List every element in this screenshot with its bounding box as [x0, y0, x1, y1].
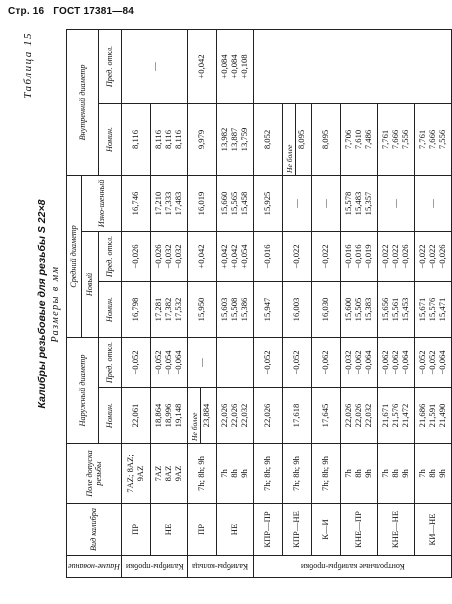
cell-worn: 15,660 15,565 15,458: [217, 175, 254, 231]
cell-outer-nominal: 22,061: [122, 388, 151, 444]
table-row: [283, 29, 312, 577]
table-label: Таблица 15: [22, 32, 34, 99]
cell-worn: 15,578 15,483 15,357: [341, 175, 378, 231]
group-cell-control: Контрольные калибры-пробки: [254, 556, 452, 578]
cell-outer-limit: −0,052: [254, 338, 283, 388]
header-inner-diameter: Внутренний диаметр: [67, 29, 99, 175]
table-row: [151, 29, 188, 577]
header-middle-limit: Пред. откл.: [99, 232, 122, 282]
cell-outer-nominal: Не более 23,884: [188, 388, 217, 444]
cell-inner-nominal: 7,761 7,666 7,556: [378, 103, 415, 175]
cell-middle-nominal: 16,003: [283, 282, 312, 338]
cell-worn: 15,925: [254, 175, 283, 231]
cell-outer-limit: −0,052 −0,054 −0,064: [151, 338, 188, 388]
cell-worn: 16,746: [122, 175, 151, 231]
cell-middle-nominal: 15,656 15,561 15,453: [378, 282, 415, 338]
cell-inner-nominal: 13,982 13,887 13,759: [217, 103, 254, 175]
header-new: Новый: [82, 232, 99, 338]
table-subtitle: Размеры в мм: [50, 265, 61, 343]
table-title: Калибры резьбовые для резьбы S 22×8: [36, 199, 48, 409]
note-not-more: Не более: [191, 388, 201, 443]
cell-middle-limit: −0,022 −0,022 −0,026: [415, 232, 452, 282]
page-number: Стр. 16: [8, 6, 45, 17]
cell-middle-nominal: 15,603 15,508 15,386: [217, 282, 254, 338]
cell-kind: КНЕ—НЕ: [378, 504, 415, 556]
cell-inner-nominal: 7,761 7,666 7,556: [415, 103, 452, 175]
cell-tolerance: 7AZ 8AZ 9AZ: [151, 444, 188, 504]
cell-tolerance: 7h; 8h; 9h: [254, 444, 283, 504]
cell-outer-nominal: 22,026 22,026 22,032: [341, 388, 378, 444]
cell-kind: КИ—НЕ: [415, 504, 452, 556]
cell-outer-limit: −0,052: [122, 338, 151, 388]
cell-middle-limit: −0,026: [122, 232, 151, 282]
table-row: [188, 29, 217, 577]
cell-worn: —: [378, 175, 415, 231]
standard-number: ГОСТ 17381—84: [53, 6, 135, 17]
cell-tolerance: 7h; 8h; 9h: [312, 444, 341, 504]
cell-worn: —: [283, 175, 312, 231]
header-worn: Изно-шенный: [82, 175, 122, 231]
cell-inner-limit: +0,042: [188, 29, 217, 103]
cell-middle-nominal: 17,281 17,382 17,532: [151, 282, 188, 338]
cell-kind: КПР—НЕ: [283, 504, 312, 556]
cell-middle-nominal: 16,798: [122, 282, 151, 338]
cell-inner-limit: —: [122, 29, 188, 103]
cell-tolerance: 7h 8h 9h: [378, 444, 415, 504]
cell-middle-limit: −0,022: [283, 232, 312, 282]
header-group: Наиме-нование: [67, 556, 122, 578]
cell-tolerance: 7h; 8h; 9h: [188, 444, 217, 504]
cell-inner-nominal: 8,052: [254, 103, 283, 175]
header-outer-limit: Пред. откл.: [99, 338, 122, 388]
cell-tolerance: 7h 8h 9h: [217, 444, 254, 504]
cell-outer-limit: −0,052: [283, 338, 312, 388]
cell-outer-nominal: 22,026: [254, 388, 283, 444]
cell-kind: КПР—ПР: [254, 504, 283, 556]
cell-inner-nominal: Не более 8,095: [283, 103, 312, 175]
header-middle-nominal: Номин.: [99, 282, 122, 338]
cell-tolerance: 7h 8h 9h: [341, 444, 378, 504]
cell-outer-nominal: 21,686 21,591 21,490: [415, 388, 452, 444]
group-cell-rings: Калибры-кольца: [188, 556, 254, 578]
cell-middle-limit: −0,016: [254, 232, 283, 282]
header-kind: Вид калибра: [67, 504, 122, 556]
header-outer-nominal: Номин.: [99, 388, 122, 444]
cell-outer-limit: −0,062 −0,062 −0,064: [378, 338, 415, 388]
cell-outer-nominal: 17,645: [312, 388, 341, 444]
cell-middle-limit: −0,026 −0,032 −0,032: [151, 232, 188, 282]
cell-tolerance: 7h 8h 9h: [415, 444, 452, 504]
cell-kind: ПР: [122, 504, 151, 556]
cell-outer-limit: [217, 338, 254, 388]
cell-worn: 17,210 17,333 17,483: [151, 175, 188, 231]
cell-inner-nominal: 9,979: [188, 103, 217, 175]
cell-inner-limit: [254, 29, 452, 103]
cell-middle-limit: −0,022: [312, 232, 341, 282]
cell-inner-nominal: 8,095: [312, 103, 341, 175]
cell-outer-limit: —: [188, 338, 217, 388]
cell-outer-limit: −0,032 −0,062 −0,064: [341, 338, 378, 388]
cell-worn: 16,019: [188, 175, 217, 231]
cell-worn: —: [415, 175, 452, 231]
cell-kind: КНЕ—ПР: [341, 504, 378, 556]
table-row: [415, 29, 452, 577]
gauge-dimensions-table: [66, 29, 452, 578]
cell-outer-limit: −0,062: [312, 338, 341, 388]
cell-inner-nominal: 7,706 7,610 7,486: [341, 103, 378, 175]
cell-kind: К—И: [312, 504, 341, 556]
table-row: [122, 29, 151, 577]
cell-middle-nominal: 15,600 15,505 15,383: [341, 282, 378, 338]
cell-tolerance: 7h; 8h; 9h: [283, 444, 312, 504]
cell-middle-nominal: 15,950: [188, 282, 217, 338]
cell-tolerance: 7AZ; 8AZ; 9AZ: [122, 444, 151, 504]
note-not-more: Не более: [286, 104, 296, 175]
table-row: [254, 29, 283, 577]
cell-outer-nominal: 22,026 22,026 22,032: [217, 388, 254, 444]
table-row: [341, 29, 378, 577]
table-row: [217, 29, 254, 577]
cell-outer-nominal: 17,618: [283, 388, 312, 444]
cell-inner-nominal: 8,116 8,116 8,116: [151, 103, 188, 175]
cell-middle-limit: +0,042 +0,042 +0,054: [217, 232, 254, 282]
cell-kind: НЕ: [217, 504, 254, 556]
cell-inner-nominal: 8,116: [122, 103, 151, 175]
header-outer-diameter: Наружный диаметр: [67, 338, 99, 444]
cell-middle-nominal: 15,947: [254, 282, 283, 338]
cell-outer-nominal: 18,864 18,996 19,148: [151, 388, 188, 444]
rotated-table-block: [20, 28, 447, 580]
cell-middle-nominal: 16,030: [312, 282, 341, 338]
cell-middle-limit: +0,042: [188, 232, 217, 282]
cell-middle-nominal: 15,671 15,576 15,471: [415, 282, 452, 338]
cell-middle-limit: −0,022 −0,022 −0,026: [378, 232, 415, 282]
header-inner-limit: Пред. откл.: [99, 29, 122, 103]
table-row: [312, 29, 341, 577]
cell-kind: НЕ: [151, 504, 188, 556]
cell-worn: —: [312, 175, 341, 231]
table-row: [378, 29, 415, 577]
header-tolerance: Поле допуска резьбы: [67, 444, 122, 504]
cell-outer-nominal: 21,671 21,576 21,472: [378, 388, 415, 444]
cell-outer-limit: −0,052 −0,052 −0,064: [415, 338, 452, 388]
header-inner-nominal: Номин.: [99, 103, 122, 175]
running-head: [8, 6, 140, 17]
group-cell-plugs: Калибры-пробки: [122, 556, 188, 578]
header-middle-diameter: Средний диаметр: [67, 175, 82, 337]
cell-middle-limit: −0,016 −0,016 −0,019: [341, 232, 378, 282]
cell-kind: ПР: [188, 504, 217, 556]
cell-inner-limit: +0,084 +0,084 +0,108: [217, 29, 254, 103]
